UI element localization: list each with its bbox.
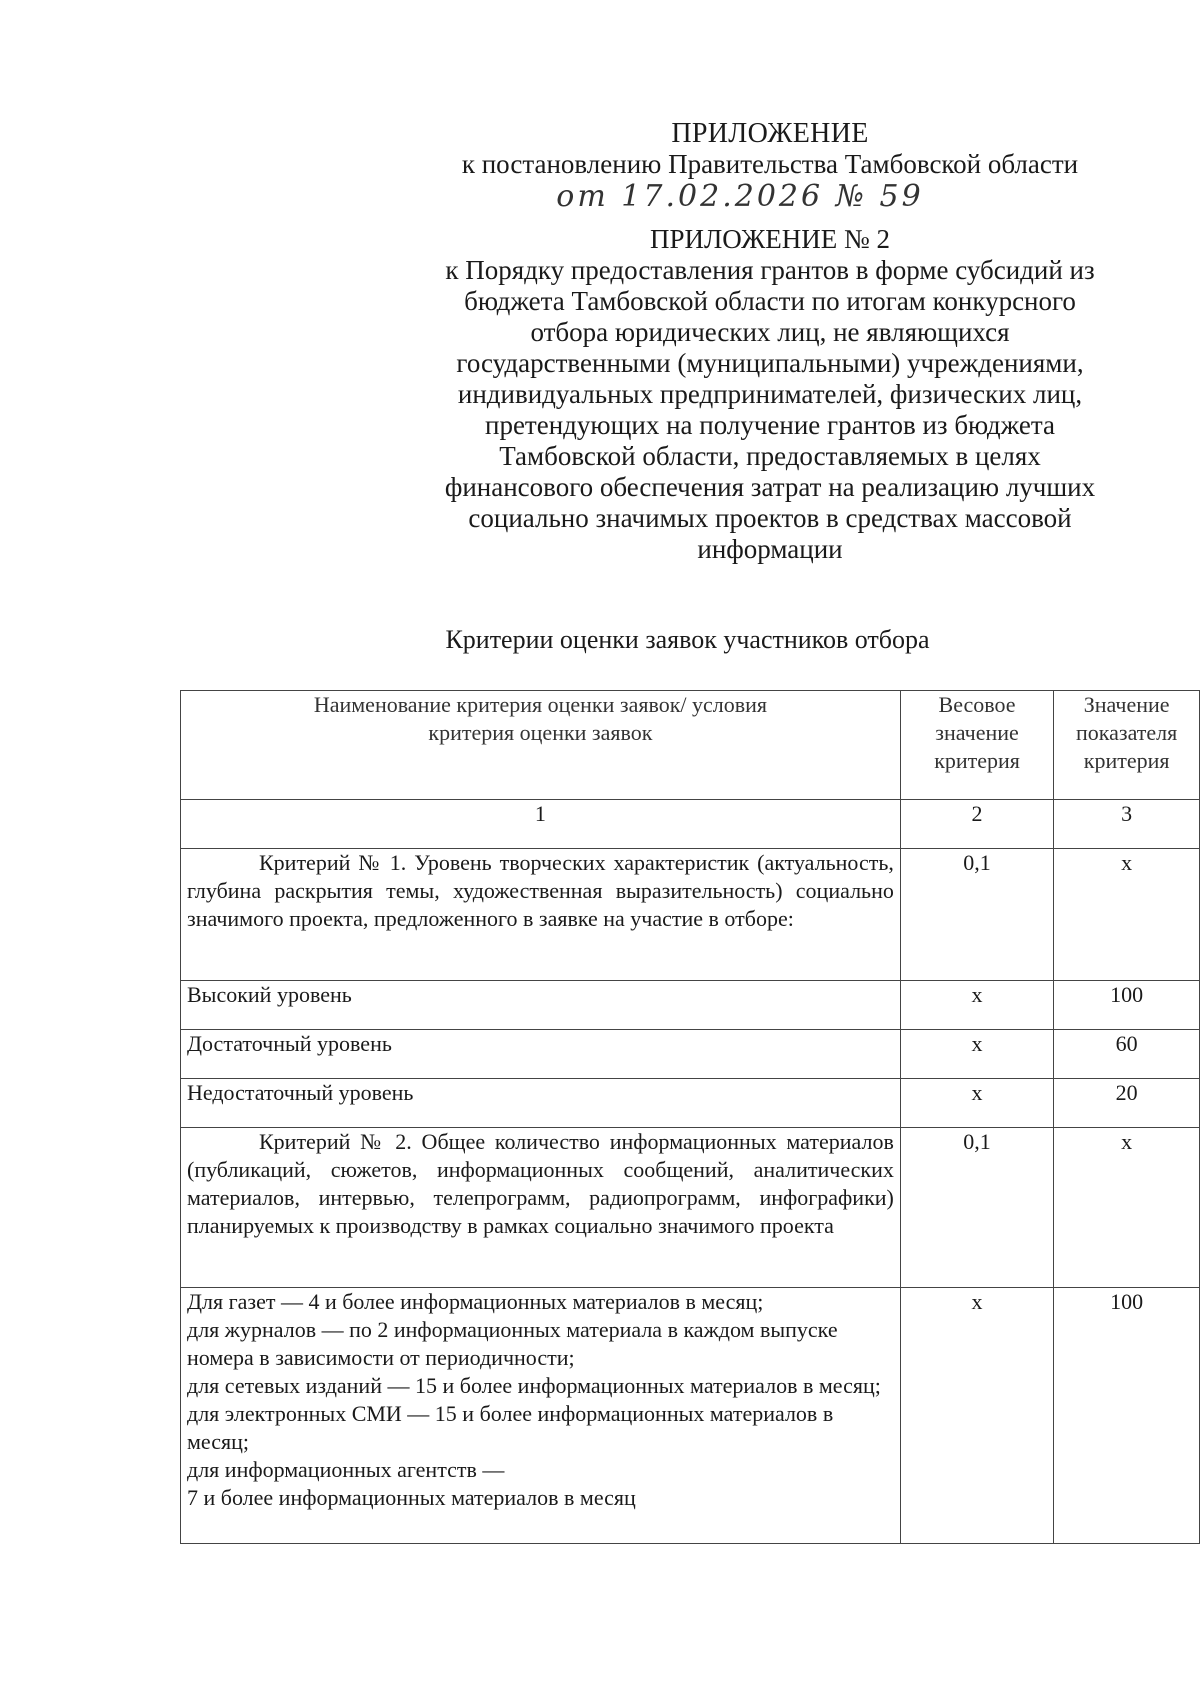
- column-number: 3: [1054, 800, 1200, 849]
- appendix-header: [420, 118, 1120, 565]
- header-weight: Весовое значение критерия: [900, 691, 1053, 800]
- column-number: 2: [900, 800, 1053, 849]
- table-row: [181, 1030, 1200, 1079]
- procedure-line: информации: [697, 534, 843, 564]
- weight-cell: 0,1: [900, 849, 1053, 981]
- weight-cell: х: [900, 1030, 1053, 1079]
- criterion-1-text: Критерий № 1. Уровень творческих характеристик (актуальность, глубина раскрытия темы, художественная выразительность) социально значимого проекта, предложенного в заявке на участие в отборе:: [187, 850, 894, 931]
- value-cell: 60: [1054, 1030, 1200, 1079]
- appendix2-title: ПРИЛОЖЕНИЕ № 2: [649, 224, 891, 254]
- value-cell: х: [1054, 1128, 1200, 1288]
- procedure-line: к Порядку предоставления грантов в форме субсидий из: [445, 255, 1095, 285]
- column-number-row: [181, 800, 1200, 849]
- table-caption: Критерии оценки заявок участников отбора: [445, 625, 930, 654]
- criteria-table: [180, 690, 1200, 1544]
- table-row: [181, 849, 1200, 981]
- condition-text: Недостаточный уровень: [181, 1079, 901, 1128]
- criterion-text: [181, 1128, 901, 1288]
- condition-text: Достаточный уровень: [181, 1030, 901, 1079]
- header-criterion-name: [181, 691, 901, 800]
- table-header-row: [181, 691, 1200, 800]
- criterion-2-text: Критерий № 2. Общее количество информационных материалов (публикаций, сюжетов, информационных сообщений, аналитических материалов, интервью, телепрограмм, радиопрограмм, инфографики) планируемых к производству в рамках социально значимого проекта: [187, 1129, 894, 1238]
- procedure-line: Тамбовской области, предоставляемых в целях: [499, 441, 1041, 471]
- value-cell: х: [1054, 849, 1200, 981]
- procedure-line: бюджета Тамбовской области по итогам конкурсного: [464, 286, 1076, 316]
- procedure-line: государственными (муниципальными) учреждениями,: [456, 348, 1084, 378]
- table-row: [181, 1128, 1200, 1288]
- procedure-line: финансового обеспечения затрат на реализацию лучших: [444, 472, 1096, 502]
- table-row: [181, 1079, 1200, 1128]
- column-number: 1: [181, 800, 901, 849]
- header-indicator-value: Значение показателя критерия: [1054, 691, 1200, 800]
- table-row: [181, 981, 1200, 1030]
- resolution-reference: к постановлению Правительства Тамбовской области: [461, 149, 1079, 179]
- weight-cell: х: [900, 981, 1053, 1030]
- procedure-line: социально значимых проектов в средствах массовой: [468, 503, 1072, 533]
- procedure-line: индивидуальных предпринимателей, физических лиц,: [457, 379, 1083, 409]
- criterion-text: [181, 849, 901, 981]
- value-cell: 20: [1054, 1079, 1200, 1128]
- value-cell: 100: [1054, 1288, 1200, 1544]
- value-cell: 100: [1054, 981, 1200, 1030]
- table-row: [181, 1288, 1200, 1544]
- header-criterion-name-text: Наименование критерия оценки заявок/ условия критерия оценки заявок: [313, 692, 768, 745]
- condition-text: Высокий уровень: [181, 981, 901, 1030]
- weight-cell: х: [900, 1079, 1053, 1128]
- weight-cell: х: [900, 1288, 1053, 1544]
- condition-text: [181, 1288, 901, 1544]
- media-conditions-text: Для газет — 4 и более информационных материалов в месяц; для журналов — по 2 информационных материала в каждом выпуске номера в зависимости от периодичности; для сетевых изданий — 15 и более информационных материалов в месяц; для электронных СМИ — 15 и более информационных материалов в месяц; для информационных агентств — 7 и более информационных материалов в месяц: [187, 1289, 881, 1510]
- procedure-line: отбора юридических лиц, не являющихся: [530, 317, 1010, 347]
- handwritten-date-number: от 17.02.2026 № 59: [556, 179, 924, 214]
- appendix-title: ПРИЛОЖЕНИЕ: [671, 118, 869, 149]
- procedure-line: претендующих на получение грантов из бюджета: [485, 410, 1055, 440]
- weight-cell: 0,1: [900, 1128, 1053, 1288]
